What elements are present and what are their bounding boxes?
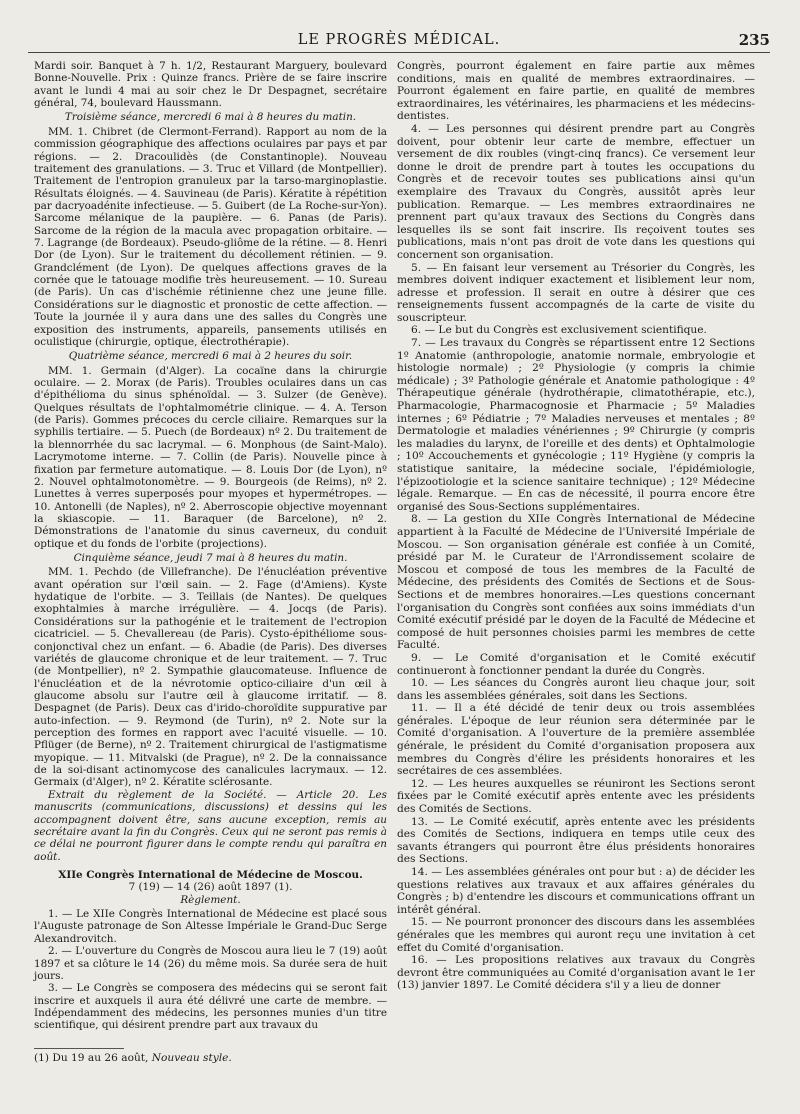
article-5: 5. — En faisant leur versement au Trésorier du Congrès, les membres doivent indiquer exactement et lisiblement leur nom, adresse et profession. Il serait en outre à désirer que ces renseignements fussent accompagnés de la carte de visite du souscripteur. xyxy=(397,261,755,324)
session-4-title: Quatrième séance, mercredi 6 mai à 2 heures du soir. xyxy=(68,350,353,363)
article-13: 13. — Le Comité exécutif, après entente avec les présidents des Comités de Sections, indiquera en temps utile ceux des savants étrangers qui pourront être élus présidents honoraires des Sections. xyxy=(397,815,755,866)
article-11: 11. — Il a été décidé de tenir deux ou trois assemblées générales. L'époque de leur réunion sera déterminée par le Comité d'organisation. A l'ouverture de la première assemblée générale, le président du Comité d'organisation proposera aux membres du Congrès d'élire les présidents honoraires et les secrétaires de ces assemblées. xyxy=(397,702,755,778)
session-5-title: Cinquième séance, jeudi 7 mai à 8 heures du matin. xyxy=(73,552,348,565)
article-14: 14. — Les assemblées générales ont pour but : a) de décider les questions relatives aux travaux et aux affaires générales du Congrès ; b) d'entendre les discours et communications offrant un intérêt général. xyxy=(397,866,755,916)
journal-title: LE PROGRÈS MÉDICAL. xyxy=(297,32,501,48)
article-15: 15. — Ne pourront prononcer des discours dans les assemblées générales que les membres qui auront reçu une invitation à cet effet du Comité d'organisation. xyxy=(397,916,755,954)
article-7: 7. — Les travaux du Congrès se répartissent entre 12 Sections 1º Anatomie (anthropologie, anatomie normale, embryologie et histologie normale) ; 2º Physiologie (y compris la chimie médicale) ; 3º Pathologie générale et Anatomie pathologique : 4º Thérapeutique générale (hydrothérapie, climatothérapie, etc.), Pharmacologie, Pharmacognosie et Pharmacie ; 5º Maladies internes ; 6º Pédiatrie ; 7º Maladies nerveuses et mentales ; 8º Dermatologie et maladies vénériennes ; 9º Chirurgie (y compris les maladies du larynx, de l'oreille et des dents) et Ophtalmologie ; 10º Accouchements et gynécologie ; 11º Hygiène (y compris la statistique sanitaire, la médecine sociale, l'épidémiologie, l'épizootiologie et la science sanitaire technique) ; 12º Médecine légale. Remarque. — En cas de nécessité, il pourra encore être organisé des Sous-Sections supplémentaires. xyxy=(397,337,755,513)
article-2: 2. — L'ouverture du Congrès de Moscou aura lieu le 7 (19) août 1897 et sa clôture le 14 (26) du même mois. Sa durée sera de huit jours. xyxy=(34,945,387,982)
banquet-paragraph: Mardi soir. Banquet à 7 h. 1/2, Restaurant Marguery, boulevard Bonne-Nouvelle. Prix : Quinze francs. Prière de se faire inscrire avant le lundi 4 mai au soir chez le Dr Despagnet, secrétaire général, 74, boulevard Haussmann. xyxy=(34,60,387,110)
left-column xyxy=(34,60,387,1032)
page-number: 235 xyxy=(738,31,770,49)
article-1: 1. — Le XIIe Congrès International de Médecine est placé sous l'Auguste patronage de Son Altesse Impériale le Grand-Duc Serge Alexandrovitch. xyxy=(34,908,387,945)
article-9: 9. — Le Comité d'organisation et le Comité exécutif continueront à fonctionner pendant la durée du Congrès. xyxy=(397,651,755,677)
footnote-text: (1) Du 19 au 26 août, xyxy=(34,1052,152,1064)
article-10: 10. — Les séances du Congrès auront lieu chaque jour, soit dans les assemblées générales, soit dans les Sections. xyxy=(397,677,755,702)
article-16: 16. — Les propositions relatives aux travaux du Congrès devront être communiquées au Comité d'organisation avant le 1er (13) janvier 1897. Le Comité décidera s'il y a lieu de donner xyxy=(397,954,755,992)
article-3-continued: Congrès, pourront également en faire partie aux mêmes conditions, mais en qualité de membres extraordinaires. — Pourront également en faire partie, en qualité de membres extraordinaires, les vétérinaires, les pharmaciens et les médecins-dentistes. xyxy=(397,60,755,123)
congress-dates: 7 (19) — 14 (26) août 1897 (1). xyxy=(128,881,293,894)
footnote-divider xyxy=(34,1048,124,1049)
right-column xyxy=(397,60,755,992)
footnote xyxy=(34,1052,387,1065)
session-3-title: Troisième séance, mercredi 6 mai à 8 heures du matin. xyxy=(64,111,357,124)
article-8: 8. — La gestion du XIIe Congrès International de Médecine appartient à la Faculté de Médecine de l'Université Impériale de Moscou. — Son organisation générale est confiée à un Comité, présidé par M. le Curateur de l'Arrondissement scolaire de Moscou et composé de tous les membres de la Faculté de Médecine, des présidents des Comités de Sections et de Sous-Sections et de membres honoraires.—Les questions concernant l'organisation du Congrès sont confiées aux soins immédiats d'un Comité exécutif présidé par le doyen de la Faculté de Médecine et composé de huit personnes choisies parmi les membres de cette Faculté. xyxy=(397,513,755,652)
article-4: 4. — Les personnes qui désirent prendre part au Congrès doivent, pour obtenir leur carte de membre, effectuer un versement de dix roubles (vingt-cinq francs). Ce versement leur donne le droit de prendre part à toutes les occupations du Congrès et de recevoir toutes ses publications ainsi qu'un exemplaire des Travaux du Congrès, aussitôt après leur publication. Remarque. — Les membres extraordinaires ne prennent part qu'aux travaux des Sections du Congrès dans lesquelles ils se sont fait inscrire. Ils reçoivent toutes ses publications, mais n'ont pas droit de vote dans les questions qui concernent son organisation. xyxy=(397,122,755,261)
page-header xyxy=(28,30,770,53)
reglement-heading: Règlement. xyxy=(180,893,241,906)
congress-title: XIIe Congrès International de Médecine de Moscou. xyxy=(58,869,363,881)
article-3: 3. — Le Congrès se composera des médecins qui se seront fait inscrire et auxquels il aura été délivré une carte de membre. — Indépendamment des médecins, les personnes munies d'un titre scientifique, qui désirent prendre part aux travaux du xyxy=(34,982,387,1032)
article-6: 6. — Le but du Congrès est exclusivement scientifique. xyxy=(411,324,707,337)
regulation-extract: Extrait du règlement de la Société. — Article 20. Les manuscrits (communications, discussions) et dessins qui les accompagnent doivent être, sans aucune exception, remis au secrétaire avant la fin du Congrès. Ceux qui ne seront pas remis à ce délai ne pourront figurer dans le compte rendu qui paraîtra en août. xyxy=(34,788,387,863)
session-3-body: MM. 1. Chibret (de Clermont-Ferrand). Rapport au nom de la commission géographique des affections oculaires par pays et par régions. — 2. Dracoulidès (de Constantinople). Nouveau traitement des granulations. — 3. Truc et Villard (de Montpellier). Traitement de l'entropion granuleux par la tarso-marginoplastie. Résultats éloignés. — 4. Sauvineau (de Paris). Kératite à répétition par dacryoadénite infectieuse. — 5. Guibert (de La Roche-sur-Yon). Sarcome mélanique de la paupière. — 6. Panas (de Paris). Sarcome de la région de la macula avec propagation orbitaire. — 7. Lagrange (de Bordeaux). Pseudo-gliôme de la rétine. — 8. Henri Dor (de Lyon). Sur le traitement du décollement rétinien. — 9. Grandclément (de Lyon). De quelques affections graves de la cornée que le tatouage modifie très heureusement. — 10. Sureau (de Paris). Un cas d'ischémie rétinienne chez une jeune fille. Considérations sur le diagnostic et pronostic de cette affection. — Toute la journée il y aura dans une des salles du Congrès une exposition des instruments, appareils, pansements utilisés en oculistique (chirurgie, optique, électrothérapie). xyxy=(34,125,387,348)
article-12: 12. — Les heures auxquelles se réuniront les Sections seront fixées par le Comité exécutif après entente avec les présidents des Comités de Sections. xyxy=(397,777,755,816)
footnote-italic: Nouveau style. xyxy=(151,1052,232,1064)
session-5-body: MM. 1. Pechdo (de Villefranche). De l'énucléation préventive avant opération sur l'œil sain. — 2. Fage (d'Amiens). Kyste hydatique de l'orbite. — 3. Teillais (de Nantes). De quelques exophtalmies à marche irrégulière. — 4. Jocqs (de Paris). Considérations sur la pathogénie et le traitement de l'ectropion cicatriciel. — 5. Chevallereau (de Paris). Cysto-épithéliome sous-conjonctival chez un enfant. — 6. Abadie (de Paris). Des diverses variétés de glaucome chronique et de leur traitement. — 7. Truc (de Montpellier), nº 2. Sympathie glaucomateuse. Influence de l'énucléation et de la névrotomie optico-ciliaire d'un œil à glaucome absolu sur l'autre œil à glaucome irritatif. — 8. Despagnet (de Paris). Deux cas d'irido-choroïdite suppurative par auto-infection. — 9. Reymond (de Turin), nº 2. Note sur la perception des formes en rapport avec l'acuité visuelle. — 10. Pflüger (de Berne), nº 2. Traitement chirurgical de l'astigmatisme myopique. — 11. Mitvalski (de Prague), nº 2. De la connaissance de la soi-disant actinomycose des canalicules lacrymaux. — 12. Germaix (d'Alger), nº 2. Kératite sclérosante. xyxy=(34,566,387,789)
session-4-body: MM. 1. Germain (d'Alger). La cocaïne dans la chirurgie oculaire. — 2. Morax (de Paris). Troubles oculaires dans un cas d'épithélioma du sinus sphénoïdal. — 3. Sulzer (de Genève). Quelques résultats de l'ophtalmométrie clinique. — 4. A. Terson (de Paris). Gommes précoces du cercle ciliaire. Remarques sur la syphilis tertiaire. — 5. Puech (de Bordeaux) nº 2. Du traitement de la blennorrhée du sac lacrymal. — 6. Monphous (de Saint-Malo). Lacrymotome interne. — 7. Collin (de Paris). Nouvelle pince à fixation par fermeture automatique. — 8. Louis Dor (de Lyon), nº 2. Nouvel ophtalmotonomètre. — 9. Bourgeois (de Reims), nº 2. Lunettes à verres superposés pour myopes et hypermétropes. — 10. Antonelli (de Naples), nº 2. Aberroscopie objective moyennant la skiascopie. — 11. Baraquer (de Barcelone), nº 2. Démonstrations de l'anatomie du sinus caverneux, du conduit optique et du fonds de l'orbite (projections). xyxy=(34,364,387,550)
